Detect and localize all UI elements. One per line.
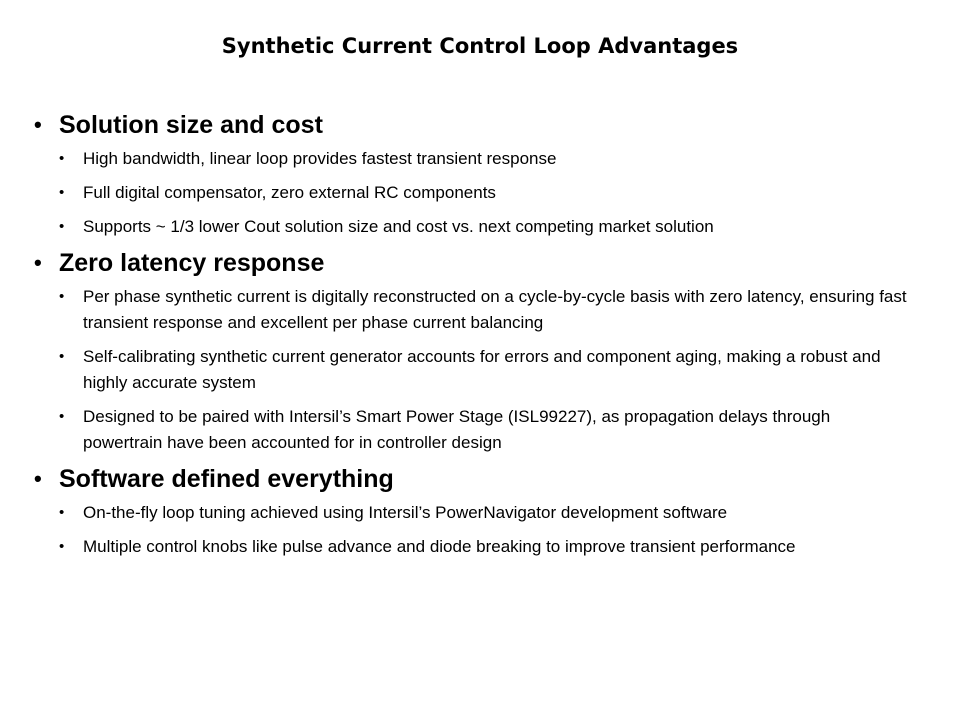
section-software-defined	[34, 464, 914, 560]
section-heading	[34, 248, 914, 278]
bullet-icon: •	[59, 408, 65, 425]
bullet-icon: •	[59, 218, 65, 235]
list-item	[34, 214, 914, 240]
list-item-text: Full digital compensator, zero external RC components	[83, 183, 496, 202]
section-solution-size	[34, 110, 914, 240]
bullet-icon: •	[59, 150, 65, 167]
section-heading	[34, 110, 914, 140]
bullet-icon: •	[34, 250, 42, 275]
list-item-text: Multiple control knobs like pulse advance and diode breaking to improve transient performance	[83, 537, 796, 556]
bullet-icon: •	[34, 112, 42, 137]
section-zero-latency	[34, 248, 914, 456]
list-item-text: Per phase synthetic current is digitally reconstructed on a cycle-by-cycle basis with zero latency, ensuring fast transient response and excellent per phase current balancing	[83, 287, 907, 332]
bullet-icon: •	[59, 504, 65, 521]
list-item-text: Self-calibrating synthetic current generator accounts for errors and component aging, making a robust and highly accurate system	[83, 347, 881, 392]
list-item	[34, 500, 914, 526]
list-item	[34, 284, 914, 336]
list-item-text: On-the-fly loop tuning achieved using Intersil’s PowerNavigator development software	[83, 503, 728, 522]
bullet-list	[34, 500, 914, 560]
bullet-icon: •	[59, 288, 65, 305]
bullet-list	[34, 284, 914, 456]
section-heading	[34, 464, 914, 494]
bullet-icon: •	[59, 348, 65, 365]
list-item-text: Designed to be paired with Intersil’s Smart Power Stage (ISL99227), as propagation delays through powertrain have been accounted for in controller design	[83, 407, 831, 452]
list-item	[34, 404, 914, 456]
section-heading-text: Software defined everything	[59, 465, 394, 493]
list-item	[34, 146, 914, 172]
list-item-text: Supports ~ 1/3 lower Cout solution size and cost vs. next competing market solution	[83, 217, 714, 236]
list-item-text: High bandwidth, linear loop provides fastest transient response	[83, 149, 557, 168]
bullet-icon: •	[59, 538, 65, 555]
slide-content	[34, 110, 914, 568]
bullet-list	[34, 146, 914, 240]
list-item	[34, 534, 914, 560]
section-heading-text: Solution size and cost	[59, 111, 323, 139]
bullet-icon: •	[59, 184, 65, 201]
list-item	[34, 180, 914, 206]
slide-title: Synthetic Current Control Loop Advantages	[221, 34, 739, 58]
list-item	[34, 344, 914, 396]
section-heading-text: Zero latency response	[59, 249, 325, 277]
bullet-icon: •	[34, 466, 42, 491]
